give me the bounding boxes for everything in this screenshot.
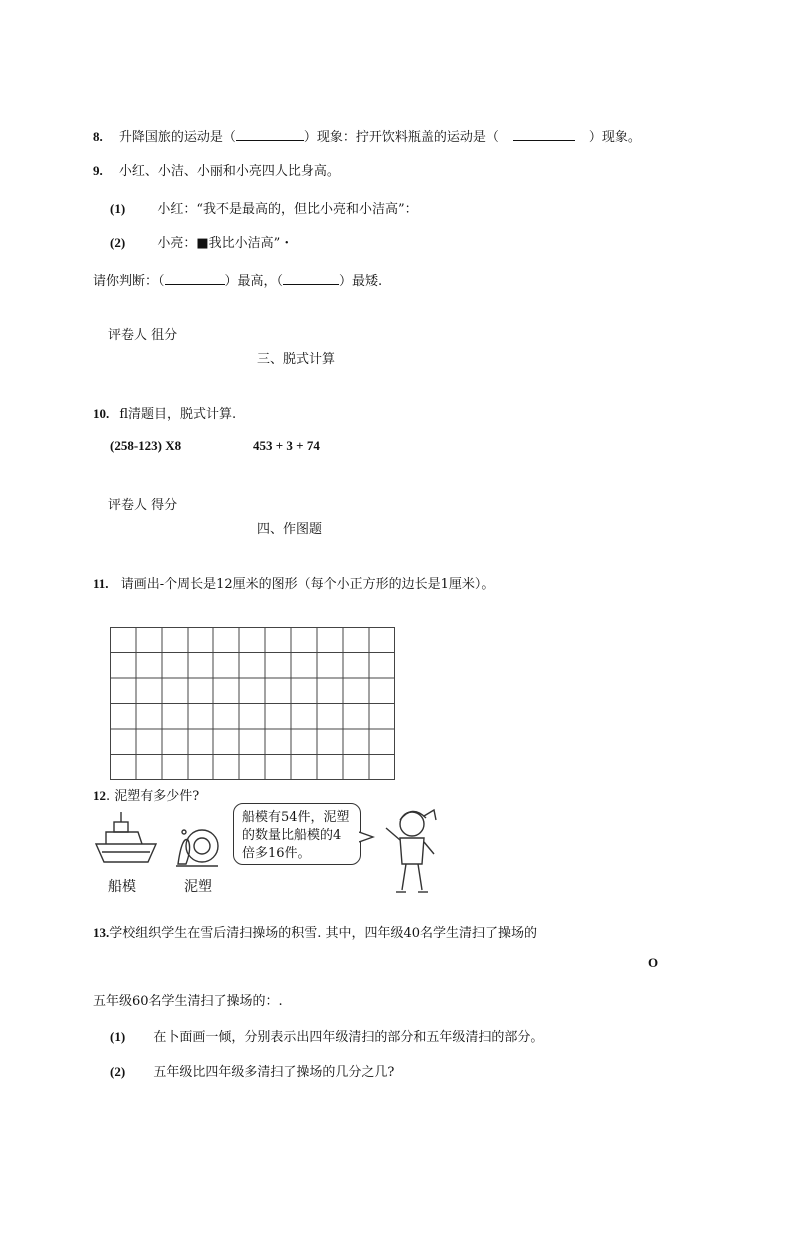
question-number: 11. bbox=[93, 576, 109, 591]
question-8 bbox=[93, 126, 641, 145]
expression: 453 + 3 + 74 bbox=[253, 438, 320, 453]
child-figure-icon bbox=[378, 806, 444, 898]
question-12 bbox=[93, 785, 199, 804]
sub-question-number: (2) bbox=[110, 235, 126, 250]
sub-question-text: 五年级比四年级多清扫了操场的几分之几? bbox=[153, 1065, 395, 1080]
question-text: ）现象：拧开饮料瓶盖的运动是（ bbox=[303, 130, 499, 145]
square-grid[interactable] bbox=[110, 627, 395, 780]
question-number: 8. bbox=[93, 129, 103, 144]
sub-question-text: 在卜面画一倾，分别表示出四年级清扫的部分和五年级清扫的部分。 bbox=[153, 1030, 544, 1045]
judge-text: ）最高，（ bbox=[224, 274, 284, 289]
sub-question-number: (1) bbox=[110, 201, 126, 216]
speech-bubble: 船模有54件，泥塑的数量比船模的4倍多16件。 bbox=[233, 803, 361, 865]
ship-model-icon bbox=[92, 808, 160, 868]
stray-mark: O bbox=[648, 955, 659, 970]
question-text: ）现象。 bbox=[588, 130, 641, 145]
ship-model-label: 船模 bbox=[108, 879, 136, 895]
scorer-label: 评卷人 徂分 bbox=[108, 328, 178, 343]
expression: (258-123) X8 bbox=[110, 438, 182, 453]
answer-blank[interactable] bbox=[236, 128, 304, 141]
question-11 bbox=[93, 573, 494, 592]
question-text: fl清题目，脱式计算. bbox=[119, 407, 237, 422]
answer-blank[interactable] bbox=[513, 128, 575, 141]
question-text: . 泥塑有多少件? bbox=[106, 789, 200, 804]
question-text: 小红、小洁、小丽和小亮四人比身高。 bbox=[118, 164, 340, 179]
judge-line bbox=[93, 270, 382, 289]
question-number: 13. bbox=[93, 925, 110, 940]
section-title: 四、作图题 bbox=[257, 522, 323, 537]
question-text-cont: 五年级60名学生清扫了操场的：. bbox=[93, 994, 283, 1009]
sub-question bbox=[110, 198, 418, 217]
sub-question-text: 小红：“我不是最高的，但比小亮和小洁高”： bbox=[157, 202, 418, 217]
question-number: 9. bbox=[93, 163, 103, 178]
scorer-label: 评卷人 得分 bbox=[108, 498, 178, 513]
answer-blank[interactable] bbox=[283, 272, 339, 285]
question-9 bbox=[93, 160, 340, 179]
question-text: 请画出-个周长是12厘米的图形（每个小正方形的边长是1厘米）。 bbox=[120, 577, 495, 592]
judge-text: 请你判断：（ bbox=[93, 274, 165, 289]
speech-bubble-tail bbox=[359, 830, 375, 844]
judge-text: ）最矮. bbox=[339, 274, 383, 289]
question-13 bbox=[93, 922, 537, 941]
question-number: 12 bbox=[93, 788, 106, 803]
clay-figure-label: 泥塑 bbox=[184, 879, 212, 895]
question-10 bbox=[93, 403, 236, 422]
question-text: 学校组织学生在雪后清扫操场的积雪. 其中，四年级40名学生清扫了操场的 bbox=[109, 926, 538, 941]
question-text: 升降国旅的运动是（ bbox=[118, 130, 236, 145]
sub-question bbox=[110, 1061, 394, 1080]
sub-question-text: 小亮：■我比小洁高”・ bbox=[157, 236, 294, 251]
sub-question-number: (1) bbox=[110, 1029, 126, 1044]
sub-question bbox=[110, 232, 293, 251]
sub-question bbox=[110, 1026, 543, 1045]
question-number: 10. bbox=[93, 406, 110, 421]
sub-question-number: (2) bbox=[110, 1064, 126, 1079]
answer-blank[interactable] bbox=[165, 272, 225, 285]
clay-figure-icon bbox=[172, 818, 222, 870]
section-title: 三、脱式计算 bbox=[257, 352, 336, 367]
